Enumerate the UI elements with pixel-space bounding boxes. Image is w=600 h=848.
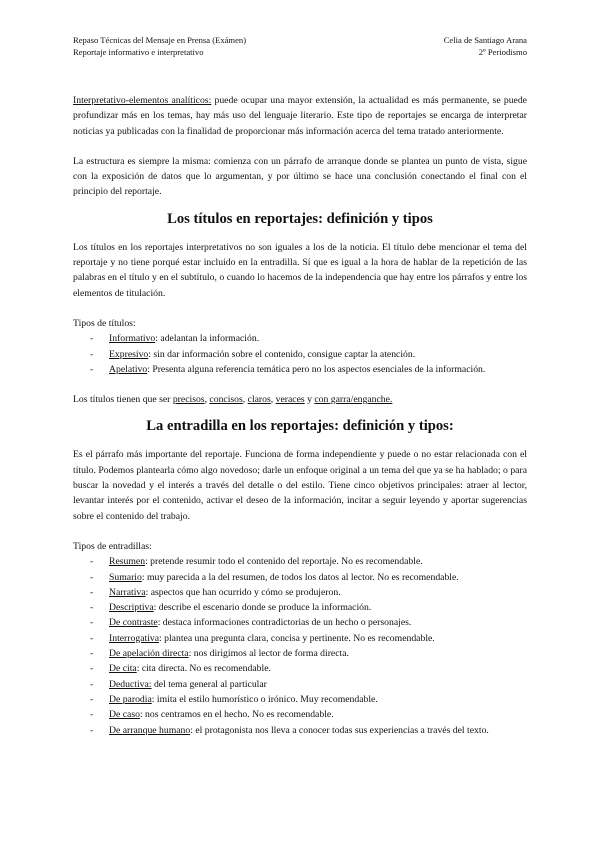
header-right (444, 34, 527, 58)
list-item-term: Narrativa (109, 586, 146, 598)
header-left (73, 34, 246, 58)
quality-precisos: precisos (172, 394, 205, 406)
list-item (73, 331, 527, 346)
list-item-text: : aspectos que han ocurrido y cómo se produjeron. (145, 586, 341, 598)
list-item (73, 585, 527, 600)
list-item-text: del tema general al particular (151, 678, 267, 690)
list-item-text: : Presenta alguna referencia temática pero no los aspectos esenciales de la información. (147, 363, 486, 375)
list-item-text: : adelantan la información. (155, 333, 260, 345)
list-item-text: : cita directa. No es recomendable. (136, 663, 271, 675)
header-course-year: 2º Periodismo (478, 47, 527, 57)
list-item-text: : sin dar información sobre el contenido, consigue captar la atención. (148, 348, 416, 360)
list-item-text: : describe el escenario donde se produce la información. (153, 602, 372, 614)
quality-concisos: concisos (209, 394, 243, 406)
list-item (73, 600, 527, 615)
list-item-text: : nos dirigimos al lector de forma directa. (188, 648, 349, 660)
list-item (73, 570, 527, 585)
list-item-term: Interrogativa (109, 632, 160, 644)
header-course-title: Repaso Técnicas del Mensaje en Prensa (Exámen) (73, 35, 247, 45)
list-item (73, 692, 527, 707)
list-item (73, 707, 527, 722)
intro-term: Interpretativo-elementos analíticos: (73, 95, 212, 106)
list-item (73, 723, 527, 738)
list-item (73, 677, 527, 692)
list-item (73, 631, 527, 646)
qualities-and: y (304, 394, 315, 406)
quality-claros: claros (247, 394, 271, 406)
header-author: Celia de Santiago Arana (443, 35, 527, 45)
qualities-separator: , (204, 394, 210, 406)
list-item (73, 554, 527, 569)
list-item-term: Resumen (109, 556, 146, 568)
list-item-text: : pretende resumir todo el contenido del reportaje. No es recomendable. (145, 556, 423, 568)
page-header (73, 34, 527, 58)
list-item-term: Deductiva: (109, 678, 152, 690)
titulos-paragraph: Los títulos en los reportajes interpretativos no son iguales a los de la noticia. El título debe mencionar el tema del reportaje y no tiene porqué estar incluido en la entradilla. Sí que es igual a la hora de hablar de la repetición de las palabras en el título y en el subtítulo, o cuando lo hacemos de la independencia que hay entre los párrafos y entre los elementos de titulación. (73, 241, 527, 299)
list-item (73, 661, 527, 676)
entradilla-types-label: Tipos de entradillas: (73, 540, 152, 552)
document-body (73, 93, 527, 738)
list-item-term: De caso (109, 709, 140, 721)
entradilla-types-list (73, 554, 527, 738)
list-item-term: De contraste (109, 617, 158, 629)
header-topic: Reportaje informativo e interpretativo (73, 47, 204, 57)
titulos-types-label: Tipos de títulos: (73, 317, 136, 329)
qualities-separator: , (270, 394, 276, 406)
list-item-term: Descriptiva (109, 602, 154, 614)
section-heading-titulos: Los títulos en reportajes: definición y tipos (167, 210, 433, 227)
list-item-text: : imita el estilo humorístico o irónico. Muy recomendable. (151, 693, 378, 705)
list-item (73, 362, 527, 377)
list-item-term: De arranque humano (109, 724, 191, 736)
intro-paragraph-2: La estructura es siempre la misma: comienza con un párrafo de arranque donde se plantea un punto de vista, sigue con la exposición de datos que lo argumentan, y por último se hace una conclusión conectando el final con el principio del reportaje. (73, 155, 527, 198)
list-item-term: Apelativo (109, 363, 148, 375)
list-item (73, 347, 527, 362)
entradilla-paragraph: Es el párrafo más importante del reportaje. Funciona de forma independiente y puede o no estar relacionada con el título. Podemos plantearla cómo algo novedoso; darle un enfoque original a un tema del que ya se ha hablado; o para buscar la novedad y el interés a través del detalle o del estilo. Tiene cinco objetivos principales: atraer al lector, levantar interés por el contenido, activar el deseo de la información, incitar a seguir leyendo y aportar sugerencias sobre el contenido del trabajo. (73, 449, 527, 522)
list-item-text: : nos centramos en el hecho. No es recomendable. (139, 709, 334, 721)
list-item-term: De parodia (109, 693, 152, 705)
list-item-term: Sumario (109, 571, 142, 583)
intro-paragraph-1 (73, 93, 527, 139)
titulos-qualities (73, 392, 527, 407)
list-item-text: : muy parecida a la del resumen, de todos los datos al lector. No es recomendable. (141, 571, 459, 583)
list-item-term: Expresivo (109, 348, 149, 360)
quality-con-garra: con garra/enganche. (314, 394, 393, 406)
list-item-text: : el protagonista nos lleva a conocer todas sus experiencias a través del texto. (190, 724, 489, 736)
list-item-term: Informativo (109, 333, 156, 345)
list-item-text: : plantea una pregunta clara, concisa y pertinente. No es recomendable. (159, 632, 435, 644)
list-item-term: De apelación directa (109, 648, 189, 660)
qualities-prefix: Los títulos tienen que ser (73, 394, 173, 406)
list-item-text: : destaca informaciones contradictorias de un hecho o personajes. (157, 617, 412, 629)
section-heading-entradilla: La entradilla en los reportajes: definición y tipos: (146, 418, 454, 435)
titulos-types-list (73, 331, 527, 377)
list-item (73, 646, 527, 661)
quality-veraces: veraces (275, 394, 305, 406)
qualities-separator: , (242, 394, 248, 406)
intro-text: puede ocupar una mayor extensión, la actualidad es más permanente, se puede profundizar más en los temas, hay más uso del lenguaje literario. Este tipo de reportajes se encarga de interpretar noticias ya publicadas con la finalidad de proporcionar más información acerca del tema tratado anteriormente. (73, 95, 527, 137)
list-item (73, 615, 527, 630)
list-item-term: De cita (109, 663, 137, 675)
